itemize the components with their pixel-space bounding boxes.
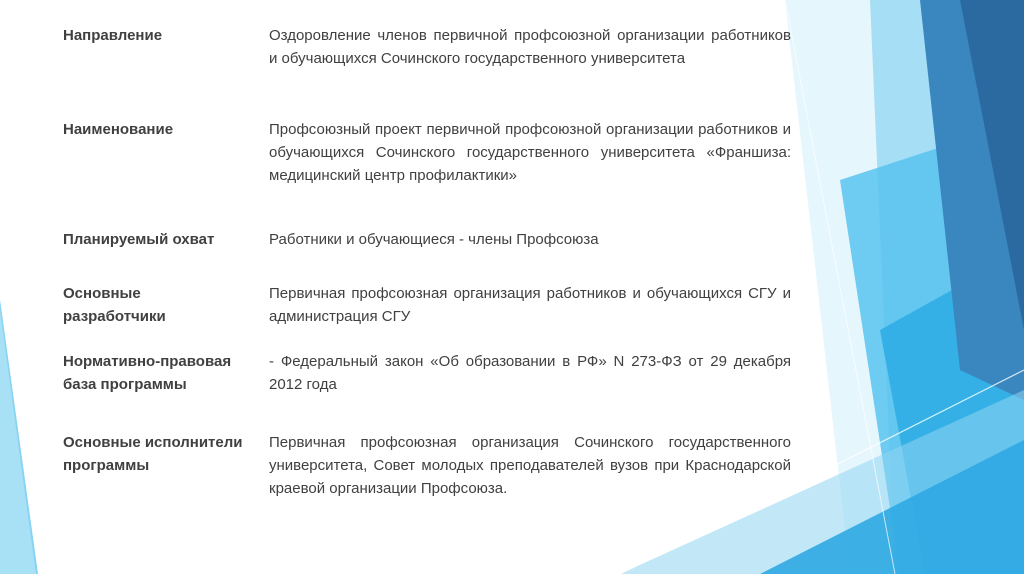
- row-label: Основные исполнители программы: [63, 434, 243, 474]
- row-label: Нормативно-правовая база программы: [63, 353, 232, 393]
- row-label: Направление: [63, 27, 163, 44]
- row-value: - Федеральный закон «Об образовании в РФ» N 273-ФЗ от 29 декабря 2012 года: [269, 353, 791, 393]
- row-value: Оздоровление членов первичной профсоюзной организации работников и обучающихся Сочинского государственного университета: [269, 27, 791, 67]
- row-value: Первичная профсоюзная организация Сочинского государственного университета, Совет молодых преподавателей вузов при Краснодарской краевой организации Профсоюза.: [269, 434, 791, 497]
- row-label: Основные разработчики: [63, 285, 166, 325]
- row-value: Профсоюзный проект первичной профсоюзной организации работников и обучающихся Сочинского государственного университета «Франшиза: медицинский центр профилактики»: [269, 121, 791, 184]
- row-label: Наименование: [63, 121, 174, 138]
- row-value: Работники и обучающиеся - члены Профсоюза: [269, 231, 599, 248]
- row-value: Первичная профсоюзная организация работников и обучающихся СГУ и администрация СГУ: [269, 285, 791, 325]
- row-label: Планируемый охват: [63, 231, 215, 248]
